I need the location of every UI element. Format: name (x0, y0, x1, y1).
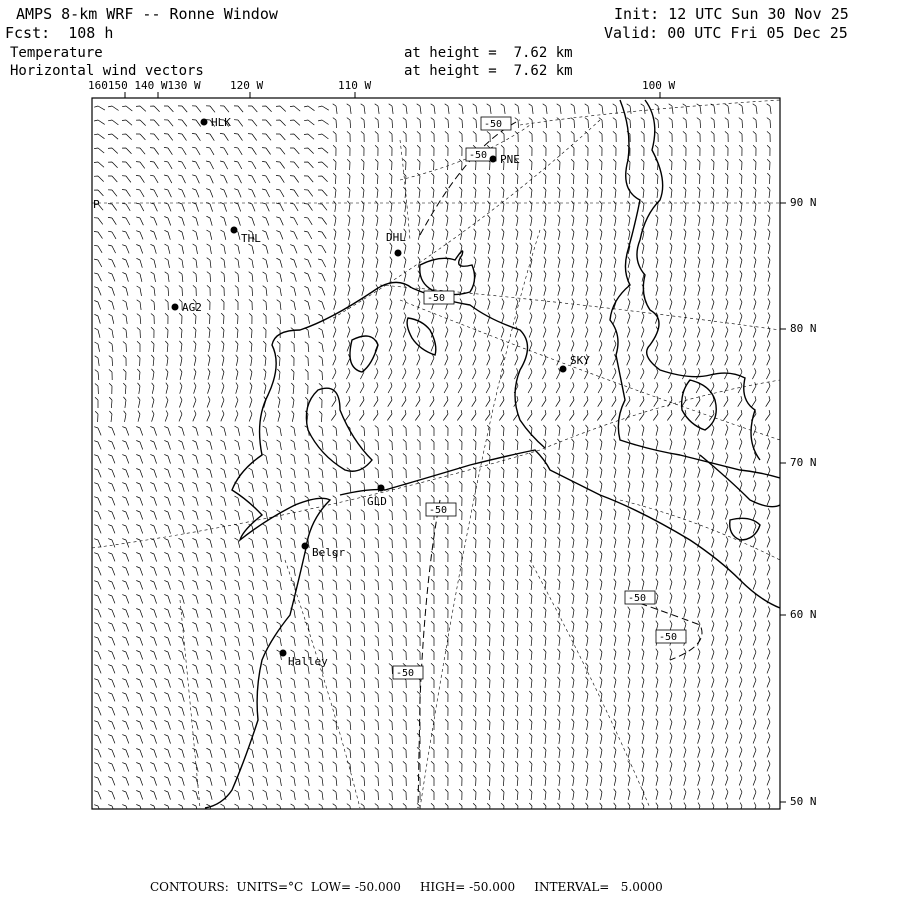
lon-label-120w: 120 W (230, 79, 264, 92)
station-label-dhl: DHL (386, 231, 406, 244)
lon-ticks (125, 92, 660, 98)
parallel-diag-2 (520, 100, 780, 125)
contour-text-5: -50 (628, 593, 647, 604)
lon-label-west-cluster: 160150 140 W130 W (88, 79, 201, 92)
valid-time: Valid: 00 UTC Fri 05 Dec 25 (604, 24, 848, 42)
coast-peninsula-east (610, 100, 780, 478)
coast-eastern-islands (730, 518, 760, 540)
lat-label-50n: 50 N (790, 795, 817, 808)
station-dot-halley (280, 650, 287, 657)
station-label-thl: THL (241, 232, 261, 245)
forecast-hour: Fcst: 108 h (5, 24, 114, 42)
meridian-5 (180, 600, 200, 808)
map-frame (92, 98, 780, 809)
contour-text-6: -50 (659, 632, 678, 643)
lon-label-110w: 110 W (338, 79, 372, 92)
lat-label-80n: 80 N (790, 322, 817, 335)
parallel-diag-4 (400, 300, 780, 440)
station-dot-hlk (201, 119, 208, 126)
field-wind-height: at height = 7.62 km (404, 63, 573, 79)
island-henry (350, 336, 378, 372)
lat-ticks (780, 203, 786, 802)
field-temperature-height: at height = 7.62 km (404, 45, 573, 61)
field-wind: Horizontal wind vectors (10, 63, 204, 79)
contour-legend: CONTOURS: UNITS=°C LOW= -50.000 HIGH= -50.000 INTERVAL= 5.0000 (150, 880, 663, 894)
station-label-belgr: Belgr (312, 546, 346, 559)
map-title: AMPS 8-km WRF -- Ronne Window (16, 5, 278, 23)
station-label-gld: GLD (367, 495, 387, 508)
station-label-halley: Halley (288, 655, 328, 668)
station-dot-belgr (302, 543, 309, 550)
contour-text-4: -50 (429, 505, 448, 516)
island-berkner (306, 388, 372, 471)
coast-ellsworth (412, 288, 545, 448)
field-temperature: Temperature (10, 45, 103, 61)
lat-label-70n: 70 N (790, 456, 817, 469)
lat-label-60n: 60 N (790, 608, 817, 621)
station-label-ag2: AG2 (182, 301, 202, 314)
lat-label-90n: 90 N (790, 196, 817, 209)
pole-label: P (93, 198, 100, 211)
contour-text-3: -50 (427, 293, 446, 304)
init-time: Init: 12 UTC Sun 30 Nov 25 (614, 5, 849, 23)
contour-text-7: -50 (396, 668, 415, 679)
station-label-pne: PNE (500, 153, 520, 166)
station-dot-gld (378, 485, 385, 492)
station-dot-sky (560, 366, 567, 373)
meridian-7 (620, 500, 780, 560)
wind-barbs (94, 104, 771, 814)
station-label-hlk: HLK (211, 116, 231, 129)
meridian-2 (420, 230, 540, 808)
contour-text-2: -50 (469, 150, 488, 161)
contour-minus-50 (418, 120, 702, 808)
contour-line-center (418, 500, 440, 808)
station-dot-ag2 (172, 304, 179, 311)
contour-line-north (420, 120, 520, 235)
station-dot-thl (231, 227, 238, 234)
station-label-sky: SKY (570, 354, 590, 367)
contour-text-1: -50 (484, 119, 503, 130)
station-dot-pne (490, 156, 497, 163)
wind-vector-field (94, 104, 771, 814)
station-dot-dhl (395, 250, 402, 257)
lon-label-100w: 100 W (642, 79, 676, 92)
